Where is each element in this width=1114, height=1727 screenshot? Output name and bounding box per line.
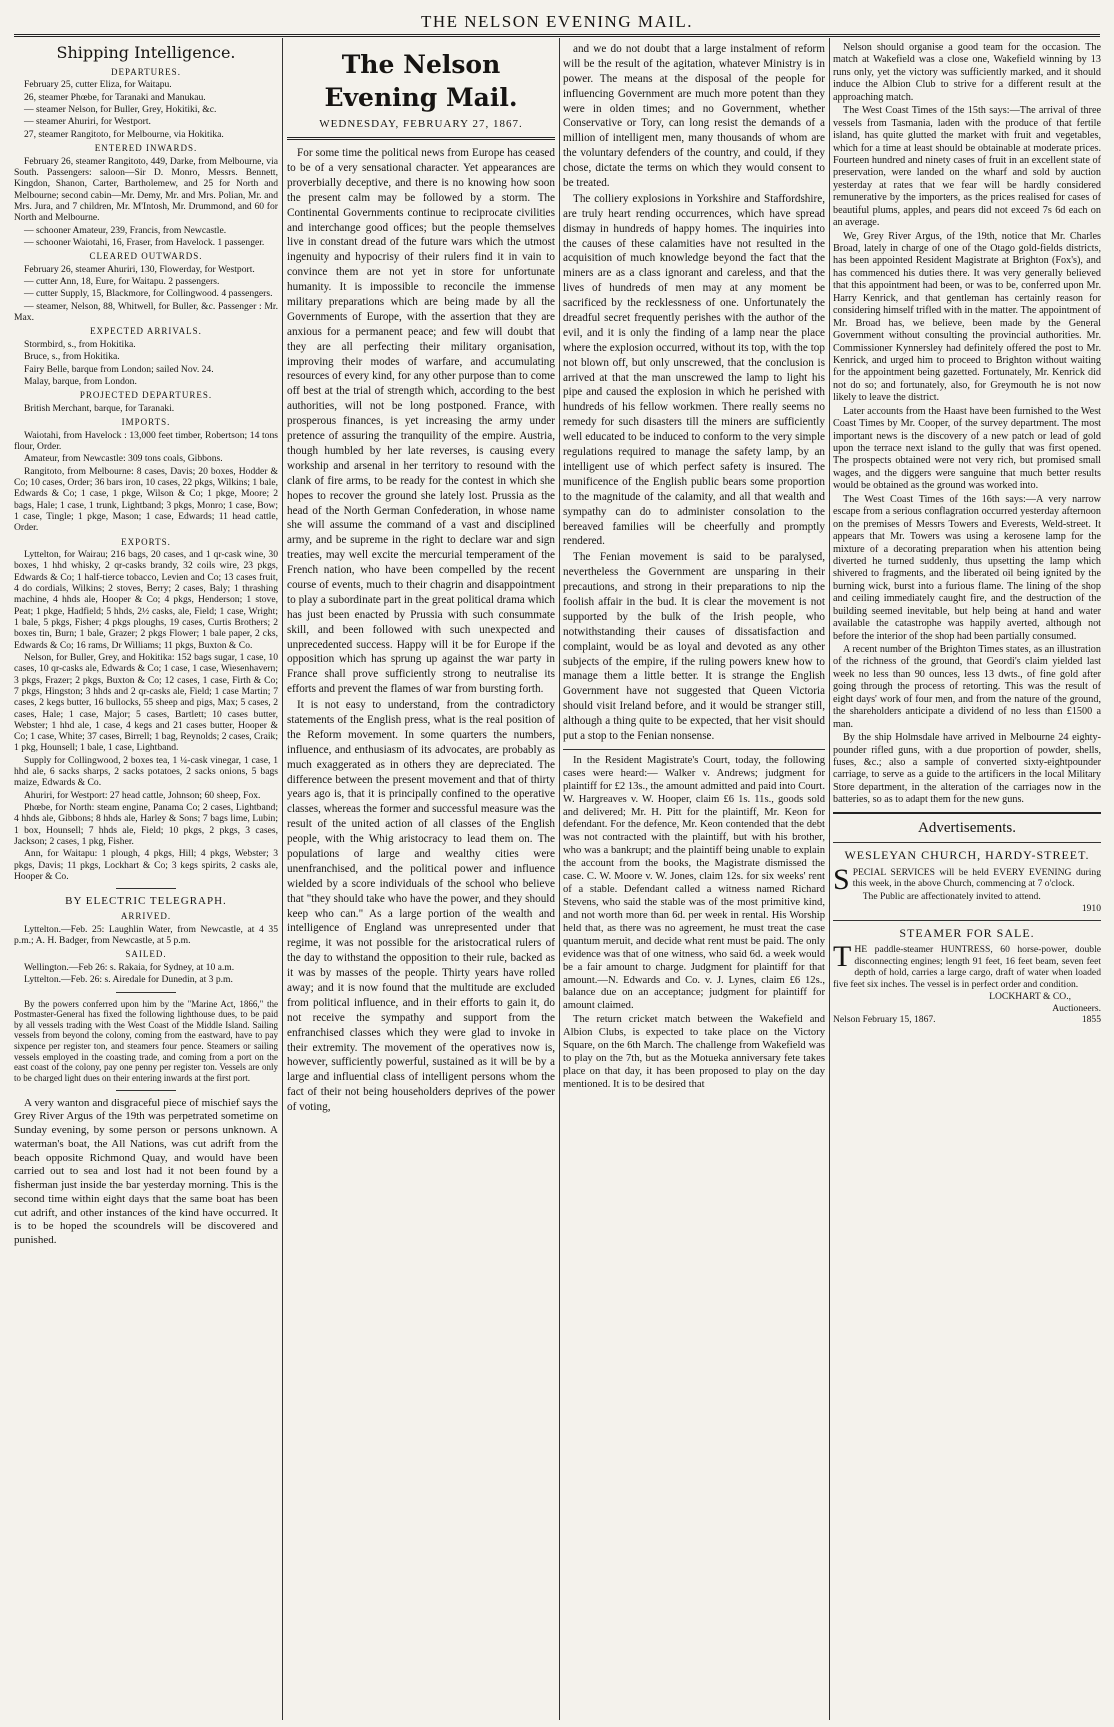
paragraph: A recent number of the Brighton Times states, as an illustration of the richness of the ground, that Geordi's claim yielded last week no less than 90 ounces, less 13 dwts., of fine gold after going through the process of retorting. This was the result of eight days' work of four men, and from the nature of the ground, the shareholders anticipate a dividend of no less than £1500 a man. (833, 644, 1101, 730)
cleared-list (14, 264, 278, 324)
divider (116, 1090, 176, 1091)
paragraph: and we do not doubt that a large instalment of reform will be the result of the agitation, whatever Ministry is in power. The means at the disposal of the people for influencing Government are much more potent than they were in olden times; and no Government, whether Conservative or Tory, can long resist the demands of a million of intelligent men, many thousands of whom are the voluntary defenders of the country, and could, if they chose, dictate the terms on which they would consent to be treated. (563, 43, 825, 190)
divider (116, 992, 176, 993)
paragraph: Phœbe, for North: steam engine, Panama Co; 2 cases, Lightband; 4 hhds ale, Gibbons; 8 hhds ale, Harley & Sons; 7 bags lime, Lubin; 1 box, Hounsell; 7 hhds ale, Field; 10 pkgs, 2 pkgs, 3 cases, Jackson; 2 cases, 1 pkg, Fisher. (14, 802, 278, 847)
projected-list (14, 403, 278, 414)
leader-continued-column (563, 42, 825, 1720)
paragraph: Stormbird, s., from Hokitika. (24, 338, 136, 350)
paragraph: Wellington.—Feb 26: s. Rakaia, for Sydney, at 10 a.m. (24, 962, 235, 974)
paragraph: — steamer Ahuriri, for Westport. (24, 116, 151, 128)
church-ad-title: WESLEYAN CHURCH, HARDY-STREET. (844, 847, 1090, 862)
leader-continued-paragraphs (563, 42, 825, 744)
divider (563, 749, 825, 750)
paragraph: — schooner Waiotahi, 16, Fraser, from Havelock. 1 passenger. (24, 236, 265, 248)
paragraph: Ann, for Waitapu: 1 plough, 4 pkgs, Hill; 4 pkgs, Webster; 3 pkgs, Davis; 11 pkgs, Lockhart & Co; 3 kegs spirits, 2 casks ale, Hooper & Co. (14, 848, 278, 882)
arrived-heading: ARRIVED. (120, 911, 172, 922)
paragraph: 26, steamer Phœbe, for Taranaki and Manukau. (24, 91, 206, 103)
shipping-title: Shipping Intelligence. (56, 43, 236, 62)
paragraph: For some time the political news from Europe has ceased to be of a very sensational character. Yet appearances are proverbially deceptive, and there is no knowing how soon the present calm may be followed by a storm. The Continental Governments continue to reciprocate civilities and interchange good offices; but the people themselves live in constant dread of the future wars which the utmost ingenuity and hypocrisy of their rulers find it in vain to convince them are not yet in store for unfortunate humanity. It is impossible to reconcile the immense military preparations which are being made by all the Governments of Europe, with the assertion that they are anxious for a permanent peace; and few will doubt that they are all perfecting their military organisation, improving their modes of warfare, and accumulating resources of every kind, for any other purpose than to come off best at the trial of strength which, according to the best authorities, will not be long postponed. France, with prosperous finances, is yet increasing the army under pretence of assuring the tranquility of the empire. Austria, though humbled by her late reverses, is causing every workship and arsenal in her territory to resound with the clank of fire arms, to be ready for the contest in which she hopes to recover the ground she lately lost. Prussia as the head of the North German Confederation, in whose name she will assume the command of a vast and disciplined army, and be supreme in the right to declare war and sign treaties, may well excite the mercurial temperament of the French nation, who have been compelled by the recent course of events, much to their chagrin and disappointment to play a subordinate part in the great political drama which has just been enacted by Prussia with such consummate skill, and been followed with such unexpected and unprecedented success. Happy will it be for Europe if the opposition which has sprung up against the war party in France shall prove sufficiently strong to neutralise its efforts and prevent the flames of war from bursting forth. (287, 147, 555, 696)
exports-list (14, 549, 278, 882)
projected-heading: PROJECTED DEPARTURES. (79, 390, 213, 401)
departures-heading: DEPARTURES. (111, 66, 181, 77)
cleared-heading: CLEARED OUTWARDS. (89, 251, 203, 262)
paragraph: Amateur, from Newcastle: 309 tons coals, Gibbons. (24, 453, 223, 465)
imports-list (14, 430, 278, 534)
advertisements-heading: Advertisements. (918, 819, 1016, 836)
church-ad-dropcap: S (833, 862, 850, 896)
expected-heading: EXPECTED ARRIVALS. (90, 326, 202, 337)
steamer-ad-signature: LOCKHART & CO., (989, 991, 1071, 1003)
paragraph: The colliery explosions in Yorkshire and Staffordshire, are truly heart rending occurrences, which have spread dismay in hundreds of happy homes. The inquiries into the causes of these calamities have not resulted in the acquisition of much knowledge beyond the fact that the miners are as a class ignorant and careless, and that the lives of hundreds of men may at any moment be sacrificed by the recklessness of one. Unfortunately the dreadful secret frequently perishes with the author of the evil, and it is only the finding of a lamp near the place where the explosion occurred, without its top, with the top not blown off, but only unscrewed, that the conclusion is arrived at that the man unscrewed the lamp to light his pipe and caused the explosion in which he perished with hundreds of his fellow workmen. There really seems no remedy for such disasters till the miners are sufficiently well educated to be induced to conform to the very simple regulations required to manage the safety lamp, by an intelligent use of which perfect safety is insured. The munificence of the English public bears some proportion to the magnitude of the calamity, and all that wealth and sympathy can do to administer consolation to the bereaved families will be cheerfully and promptly rendered. (563, 192, 825, 548)
column-divider (282, 38, 283, 1720)
paragraph: British Merchant, barque, for Taranaki. (24, 402, 175, 414)
paragraph: 27, steamer Rangitoto, for Melbourne, via Hokitika. (24, 128, 224, 140)
entered-heading: ENTERED INWARDS. (94, 143, 198, 154)
church-ad-text: PECIAL SERVICES will be held EVERY EVENING during this week, in the above Church, commencing at 7 o'clock. (852, 866, 1101, 890)
entered-list (14, 156, 278, 249)
paragraph: — steamer, Nelson, 88, Whitwell, for Buller, &c. Passenger : Mr. Max. (14, 300, 278, 324)
sailed-list (14, 962, 278, 986)
paragraph: Ahuriri, for Westport: 27 head cattle, Johnson; 60 sheep, Fox. (24, 789, 261, 801)
paragraph: Bruce, s., from Hokitika. (24, 351, 120, 363)
news-column (833, 42, 1101, 1720)
exports-heading: EXPORTS. (121, 536, 171, 547)
steamer-ad-body (833, 940, 1101, 990)
arrived-list (14, 924, 278, 947)
paragraph: — steamer Nelson, for Buller, Grey, Hokitiki, &c. (24, 104, 217, 116)
paragraph: Lyttelton, for Wairau; 216 bags, 20 cases, and 1 qr-cask wine, 30 boxes, 1 hhd whisky, 2 qr-casks brandy, 32 coils wire, 23 pkgs, Edwards & Co; 1 half-tierce tobacco, Levien and Co; 13 cases fruit, 4 do cordials, Wilkins; 2 stoves, Berry; 2 cases, Baly; 1 thrashing machine, 4 hhds ale, Hooper & Co; 4 pkgs, Henderson; 1 stove, Peat; 1 pkge, Hadfield; 5 hhds, 2½ casks, ale, Field; 1 case, Wright; 1 bale, 5 pkgs, Fisher; 4 pkgs ploughs, 19 cases, Curtis Brothers; 2 boxes tin, Burn; 1 bale, Grazer; 2 pkgs Flower; 1 bale paper, 2 cks, Edwards & Co; 16 rams, Dr Williams; 11 pkgs, Buxton & Co. (14, 549, 278, 651)
leader-column (287, 42, 555, 1720)
paragraph: Lyttelton.—Feb. 25: Laughlin Water, from Newcastle, at 4 35 p.m.; A. H. Badger, from Newcastle, at 5 p.m. (14, 923, 278, 947)
column-divider (829, 38, 830, 1720)
paragraph: By the ship Holmsdale have arrived in Melbourne 24 eighty-pounder rifled guns, with a due proportion of powder, shells, fuses, &c.; also a sample of converted sixty-eightpounder carriage, to serve as a guide to the artificers in the local Military Store department, in the alteration of the carriages now in the batteries, so as to adapt them for the new guns. (833, 732, 1101, 806)
imports-heading: IMPORTS. (121, 417, 171, 428)
church-ad-invite: The Public are affectionately invited to attend. (862, 890, 1041, 902)
departures-list (14, 79, 278, 140)
steamer-ad-footer (833, 1014, 1101, 1026)
expected-list (14, 339, 278, 387)
paragraph: February 26, steamer Ahuriri, 130, Flowerday, for Westport. (24, 263, 255, 275)
dateline: WEDNESDAY, FEBRUARY 27, 1867. (319, 117, 523, 130)
news-paragraphs (833, 42, 1101, 807)
divider (287, 137, 555, 140)
paragraph: Nelson, for Buller, Grey, and Hokitika: 152 bags sugar, 1 case, 10 cases, 10 qr-casks ale, Edwards & Co; 1 case, 1 case, Wiesenhavern; 3 pkgs, Frazer; 2 pkgs, Buxton & Co; 12 cases, 1 case, Firth & Co; 7 pkgs, Hingston; 3 hhds and 2 qr-casks ale, Field; 1 case Martin; 7 cases, 2 kegs butter, 16 bullocks, 55 sheep and pigs, Max; 5 cases, 2 cases, Hale; 1 case, Major; 5 cases, Bartlett; 10 cases butter, Webster; 1 hhd ale, 1 case, 4 kegs and 21 cases butter, Hooper & Co; 1 case, White; 37 cases, Birrell; 1 bag, Reynolds; 2 cases, Craik; 1 pkg, Hounsell; 1 bale, 1 case, Lightband. (14, 651, 278, 754)
lighthouse-notice: By the powers conferred upon him by the "Marine Act, 1866," the Postmaster-General has fixed the following lighthouse dues, to be paid by all vessels trading with the West Coast of the Middle Island. Sailing vessels from beyond the colony, coming from the eastward, have to pay sixpence per register ton, and steamers four pence. Steamers or sailing vessels employed in the coasting trade, and coming from a port on the east coast of the colony, pay one penny per register ton. Vessels are only to be charged light dues on their entering inwards at the first port. (14, 998, 278, 1083)
paragraph: February 25, cutter Eliza, for Waitapu. (24, 79, 172, 91)
sailed-heading: SAILED. (125, 949, 167, 960)
steamer-ad-date: Nelson February 15, 1867. (833, 1014, 936, 1026)
leader-paragraphs (287, 146, 555, 1115)
paragraph: We, Grey River Argus, of the 19th, notice that Mr. Charles Broad, lately in charge of one of the Otago gold-fields districts, has been appointed Resident Magistrate at Brighton (Fox's), and has commenced his duties there. It was very generally believed that this appointment had been, or was to be, conferred upon Mr. Harry Kenrick, and that gentleman has certainly reason for considering himself trifled with in the matter. The appointment of Mr. Broad has, we believe, been made by the General Government without consulting the provincial authorities. Mr. Commissioner Kynnersley had definitely offered the post to Mr. Kenrick, and urged him to proceed to Brighton without waiting for the appointment being gazetted. Fortunately, Mr. Kenrick did not do so; and fortunately, also, for Greymouth he is not now likely to leave the district. (833, 230, 1101, 404)
steamer-ad-number: 1855 (1081, 1014, 1101, 1026)
paragraph: It is not easy to understand, from the contradictory statements of the English press, what is the real position of the Reform movement. In some quarters the numbers, influence, and enthusiasm of its advocates, are probably as much exaggerated as in others they are depreciated. The difference between the present movement and that of thirty years ago is, that it is principally confined to the operative classes, whereas the former and successful measure was the result of the united action of all classes of the English people, with the Whig aristocracy to lead them on. The populations of large and wealthy cities were unenfranchised, and the political power and influence wielded by a score individuals of the school who believe that "they should take who have the power, and they should keep who can." As a large portion of the wealth and intelligence of England was unrepresented under that regime, it was not possible for the aristocratical rulers of the day to withstand the opposition to their rule, backed as it was by masses of the people. Thirty years have rolled away; and it is now found that the multitude are excluded from political influence, and in their efforts to gain it, do not receive the sympathy and support from the enfranchised classes which they were glad to invoke in their extremity. The movement of the operatives now is, however, sufficiently powerful, sustained as it will be by a large and influential class of intelligent persons whom the fact of their not being householders deprives of the power of voting, (287, 699, 555, 1114)
divider (833, 920, 1101, 921)
divider (116, 888, 176, 889)
divider (833, 812, 1101, 814)
paragraph: Rangitoto, from Melbourne: 8 cases, Davis; 20 boxes, Hodder & Co; 10 cases, Order; 36 bars iron, 10 cases, 22 pkgs, Wilkins; 1 bale, Edwards & Co; 1 case, 1 pkge, Wilson & Co; 1 pkge, Moore; 2 bags, Hale; 1 case, 1 trunk, Lightband; 3 pkgs, Monro; 1 case, Bow; 1 case, Tingle; 1 pkge, Mason; 1 case, Edwards; 11 head cattle, Order. (14, 465, 278, 534)
paragraph: The return cricket match between the Wakefield and Albion Clubs, is expected to take place on the Victory Square, on the 6th March. The challenge from Wakefield was to play on the 7th, but as the Motueka anniversary fete takes place on that day, it has been proposed to play on the day mentioned. It is to be desired that (563, 1014, 825, 1090)
paragraph: The Fenian movement is said to be paralysed, nevertheless the Government are unsparing in their precautions, and strong in their preparations to nip the foolish affair in the bud. It is clear the movement is not supported by the bulk of the Irish people, who notwithstanding their causes of dissatisfaction and complaint, would be as loyal and devoted as any other subjects of the empire, if the ruling powers knew how to manage them a little better. It is strange the English Government have not suggested that Queen Victoria should visit Ireland before, and it would be stranger still, although a thing quite to be expected, that her visit should put a stop to the Fenian nonsense. (563, 551, 825, 742)
paragraph: — cutter Ann, 18, Eure, for Waitapu. 2 passengers. (24, 276, 220, 288)
steamer-ad-text: HE paddle-steamer HUNTRESS, 60 horse-power, double disconnecting engines; length 91 feet, 16 feet beam, seven feet depth of hold, carries a large cargo, draft of water when loaded five feet six inches. The vessel is in perfect order and condition. (833, 944, 1101, 990)
paragraph: The West Coast Times of the 16th says:—A very narrow escape from a serious conflagration occurred yesterday afternoon on the premises of Messrs Towers and Everests, Weld-street. It appears that Mr. Towers was using a kerosene lamp for the mixture of a decorating preparation when his attention being diverted he turned suddenly, thus upsetting the lamp which shivered to fragments, and the liberated oil being ignited by the burning wick, burst into a furious flame. The lining of the shop and ceiling immediately caught fire, and the destruction of the building seemed inevitable, but help being at hand and water available the catastrophe was happily averted, although not before the interior of the shop had been partially consumed. (833, 493, 1101, 642)
steamer-ad-dropcap: T (833, 940, 852, 974)
telegraph-heading: BY ELECTRIC TELEGRAPH. (65, 895, 227, 908)
paragraph: The West Coast Times of the 15th says:—The arrival of three vessels from Tasmania, laden with the produce of that fertile island, has quite glutted the market with fruit and vegetables, which for a time at least should be obtainable at moderate prices. Fourteen hundred and ninety cases of fruit in an excellent state of preservation, were landed on the wharf and sold by auction yesterday at rates that we fear will be hardly considered remunerative by the importers, as the prices realised for cases of beautiful plums, apples, and pears did not exceed 7s 6d each on an average. (833, 105, 1101, 229)
paragraph: Lyttelton.—Feb. 26: s. Airedale for Dunedin, at 3 p.m. (24, 974, 233, 986)
wanton-mischief-article: A very wanton and disgraceful piece of mischief says the Grey River Argus of the 19th was perpetrated sometime on Sunday evening, by some person or persons unknown. A waterman's boat, the All Nations, was cut adrift from the beach opposite Richmond Quay, and would have been carried out to sea and lost had it not been found by a fisherman just inside the bar yesterday morning. This is the second time within eight days that the same boat has been cut adrift, and other instances of the kind have occurred. It is to be hoped the scoundrels will be discovered and punished. (14, 1096, 278, 1247)
paragraph: Fairy Belle, barque from London; sailed Nov. 24. (24, 363, 214, 375)
paragraph: February 26, steamer Rangitoto, 449, Darke, from Melbourne, via South. Passengers: saloon—Sir D. Monro, Messrs. Bennett, Kingdon, Shanon, Carter, Bartholemew, and 25 for North and Melbourne; second cabin—Mr. Demy, Mr. and Mrs. Polian, Mr. and Mrs. Jura, and 7 children, Mr. M'Intosh, Mr. Drummond, and 60 for North and Melbourne. (14, 155, 278, 224)
paragraph: Nelson should organise a good team for the occasion. The match at Wakefield was a close one, Wakefield winning by 13 runs only, yet the victory was sufficiently marked, and it should induce the Albion Club to strive for a different result at the approaching match. (833, 42, 1101, 103)
paragraph: Supply for Collingwood, 2 boxes tea, 1 ¼-cask vinegar, 1 case, 1 hhd ale, 6 sacks sharps, 2 sacks potatoes, 2 sacks onions, 5 bags maize, Edwards & Co. (14, 754, 278, 789)
divider (833, 842, 1101, 843)
masthead-title: THE NELSON EVENING MAIL. (420, 12, 694, 31)
masthead-rule (14, 34, 1100, 37)
paragraph: In the Resident Magistrate's Court, today, the following cases were heard:— Walker v. Andrews; judgment for plaintiff for £2 13s., the amount admitted and paid into Court. W. Hargreaves v. W. Hooper, claim £6 1s. 11s., goods sold and delivered; Mr. H. Pitt for the plaintiff, Mr. Keon for defendant. For the defence, Mr. Keon contended that the debt was not contracted with the plaintiff, but with his brother, who was a bankrupt; and the plaintiff being unable to explain the account from the books, the Magistrate dismissed the case. C. W. Moore v. W. Jones, claim 12s. for six weeks' rent of a stable. Defendant called a witness named Richard Stevens, who said the stable was of the most primitive kind, and not worth more than 6d. per week in rental. His Worship held that, as there was no agreement, he must treat the case quantum meruit, and decide what rent must be paid. The only evidence was that of one witness, who said 6d. a week would be a fair amount to charge. Judgment for plaintiff for that amount.—N. Edwards and Co. v. J. Lynes, claim £6 12s., balance due on an acceptance; judgment for plaintiff for amount claimed. (563, 754, 825, 1012)
steamer-ad-title: STEAMER FOR SALE. (899, 925, 1035, 940)
paper-title: The Nelson Evening Mail. (324, 50, 518, 113)
column-divider (559, 38, 560, 1720)
paragraph: Later accounts from the Haast have been furnished to the West Coast Times by Mr. Cooper, of the survey department. The most important news is the discovery of a new patch or lead of gold upon the terrace next island to the gully that was first opened. The prospects obtained were not very rich, but promised small wages, and the diggers were sanguine that much better results would be obtained as the ground was worked into. (833, 405, 1101, 492)
church-ad-number: 1910 (1081, 903, 1101, 915)
paragraph: — cutter Supply, 15, Blackmore, for Collingwood. 4 passengers. (24, 288, 273, 300)
court-paragraphs (563, 755, 825, 1092)
paragraph: Malay, barque, from London. (24, 375, 137, 387)
steamer-ad-role: Auctioneers. (1052, 1002, 1101, 1014)
shipping-column (14, 42, 278, 1720)
paragraph: Waiotahi, from Havelock : 13,000 feet timber, Robertson; 14 tons flour, Order. (14, 429, 278, 453)
paragraph: — schooner Amateur, 239, Francis, from Newcastle. (24, 224, 227, 236)
